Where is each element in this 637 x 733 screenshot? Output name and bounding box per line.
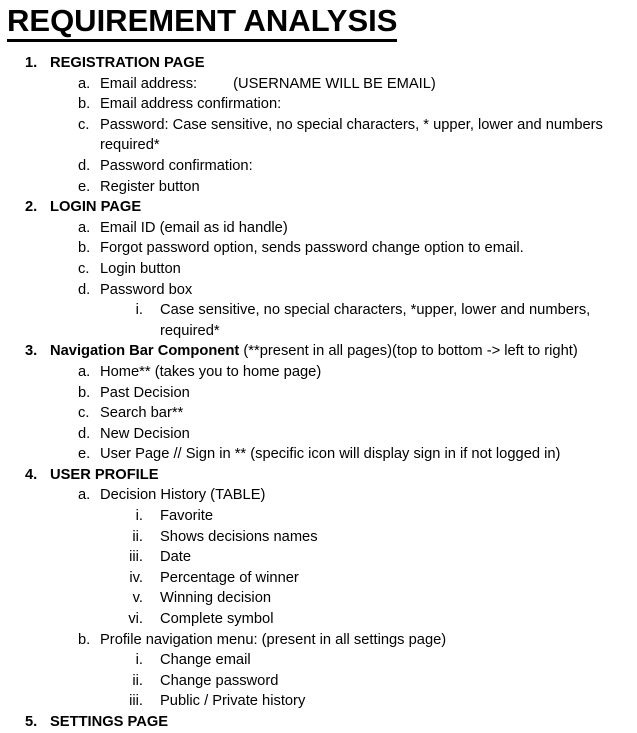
subitem-text: Change email <box>160 652 251 669</box>
subitem-text: Case sensitive, no special characters, *upper, lower and numbers, required* <box>160 302 591 339</box>
sub-list-item <box>0 547 637 568</box>
item-text-main: Home** (takes you to home page) <box>100 363 322 380</box>
subitem-marker: i. <box>135 302 143 319</box>
section-heading-text: Navigation Bar Component <box>50 343 240 360</box>
subitem-marker: v. <box>132 590 143 607</box>
item-marker: c. <box>78 116 90 133</box>
item-text-main: New Decision <box>100 425 190 442</box>
item-text-main: Profile navigation menu: (present in all settings page) <box>100 631 447 648</box>
section-row <box>0 712 637 733</box>
list-item <box>0 156 637 177</box>
item-text-main: Forgot password option, sends password change option to email. <box>100 240 524 257</box>
subitem-marker: iii. <box>129 549 143 566</box>
item-text <box>100 259 637 280</box>
subitem-text: Favorite <box>160 508 214 525</box>
item-text <box>100 280 637 301</box>
section-heading <box>50 465 637 486</box>
list-item <box>0 94 637 115</box>
list-item <box>0 177 637 198</box>
item-text <box>100 362 637 383</box>
section-number: 3. <box>25 343 38 360</box>
item-text <box>100 403 637 424</box>
section-heading-text: USER PROFILE <box>50 466 159 483</box>
subitem-marker: ii. <box>132 672 143 689</box>
item-text-main: Password box <box>100 281 193 298</box>
item-text <box>100 177 637 198</box>
item-text <box>100 238 637 259</box>
section-heading <box>50 53 637 74</box>
section-row <box>0 197 637 218</box>
subitem-marker: i. <box>135 652 143 669</box>
item-marker: a. <box>78 75 91 92</box>
section-number: 5. <box>25 714 38 730</box>
section-heading-note: (**present in all pages)(top to bottom -> left to right) <box>239 343 578 360</box>
subitem-marker: i. <box>135 508 143 525</box>
sub-list-item <box>0 609 637 630</box>
item-text-main: Email address confirmation: <box>100 96 282 113</box>
page-title-text: REQUIREMENT ANALYSIS <box>7 3 397 42</box>
list-item <box>0 218 637 239</box>
subitem-marker: vi. <box>128 611 143 628</box>
item-marker: c. <box>78 260 90 277</box>
sub-list-item <box>0 300 637 341</box>
section-row <box>0 341 637 362</box>
item-text <box>100 74 637 95</box>
list-item <box>0 424 637 445</box>
item-text-main: Search bar** <box>100 405 184 422</box>
section-number: 2. <box>25 199 38 216</box>
list-item <box>0 115 637 156</box>
item-text-main: Past Decision <box>100 384 190 401</box>
item-text-main: User Page // Sign in ** (specific icon will display sign in if not logged in) <box>100 446 561 463</box>
subitem-text: Public / Private history <box>160 693 306 710</box>
subitem-text: Winning decision <box>160 590 272 607</box>
list-item <box>0 630 637 651</box>
subitem-marker: ii. <box>132 528 143 545</box>
item-text-main: Password confirmation: <box>100 157 253 174</box>
item-text <box>100 115 637 156</box>
item-marker: a. <box>78 487 91 504</box>
item-marker: a. <box>78 219 91 236</box>
sub-list-item <box>0 671 637 692</box>
item-marker: b. <box>78 384 91 401</box>
item-text-main: Register button <box>100 178 200 195</box>
requirements-outline <box>0 53 637 733</box>
sub-list-item <box>0 527 637 548</box>
item-text <box>100 383 637 404</box>
item-text-main: Email address: <box>100 75 198 92</box>
item-marker: e. <box>78 178 91 195</box>
section-heading <box>50 712 637 733</box>
sub-list-item <box>0 588 637 609</box>
item-text <box>100 94 637 115</box>
section-heading-text: SETTINGS PAGE <box>50 714 169 730</box>
section-heading <box>50 341 637 362</box>
sub-list-item <box>0 568 637 589</box>
list-item <box>0 485 637 506</box>
section-number: 4. <box>25 466 38 483</box>
section-row <box>0 465 637 486</box>
item-text <box>100 630 637 651</box>
list-item <box>0 280 637 301</box>
item-text-main: Email ID (email as id handle) <box>100 219 288 236</box>
list-item <box>0 259 637 280</box>
subitem-text: Date <box>160 549 192 566</box>
item-marker: a. <box>78 363 91 380</box>
item-text-main: Login button <box>100 260 181 277</box>
list-item <box>0 403 637 424</box>
subitem-text: Percentage of winner <box>160 569 299 586</box>
subitem-marker: iv. <box>129 569 143 586</box>
list-item <box>0 238 637 259</box>
section-heading-text: LOGIN PAGE <box>50 199 142 216</box>
item-tab-note: (USERNAME WILL BE EMAIL) <box>233 75 436 92</box>
page-title <box>7 4 637 38</box>
subitem-text: Change password <box>160 672 279 689</box>
item-text <box>100 424 637 445</box>
item-text <box>100 444 637 465</box>
item-marker: d. <box>78 425 91 442</box>
list-item <box>0 383 637 404</box>
item-text <box>100 218 637 239</box>
list-item <box>0 362 637 383</box>
item-text-main: Password: Case sensitive, no special characters, * upper, lower and numbers required* <box>100 116 603 154</box>
item-marker: d. <box>78 281 91 298</box>
subitem-text: Complete symbol <box>160 611 274 628</box>
item-text-main: Decision History (TABLE) <box>100 487 266 504</box>
section-heading <box>50 197 637 218</box>
section-heading-text: REGISTRATION PAGE <box>50 55 205 71</box>
list-item <box>0 444 637 465</box>
section-row <box>0 53 637 74</box>
item-marker: c. <box>78 405 90 422</box>
sub-list-item <box>0 650 637 671</box>
subitem-marker: iii. <box>129 693 143 710</box>
item-marker: b. <box>78 96 91 113</box>
section-number: 1. <box>25 55 38 71</box>
subitem-text: Shows decisions names <box>160 528 318 545</box>
item-marker: d. <box>78 157 91 174</box>
item-text <box>100 156 637 177</box>
item-text <box>100 485 637 506</box>
item-marker: b. <box>78 631 91 648</box>
sub-list-item <box>0 691 637 712</box>
item-marker: b. <box>78 240 91 257</box>
sub-list-item <box>0 506 637 527</box>
list-item <box>0 74 637 95</box>
item-marker: e. <box>78 446 91 463</box>
